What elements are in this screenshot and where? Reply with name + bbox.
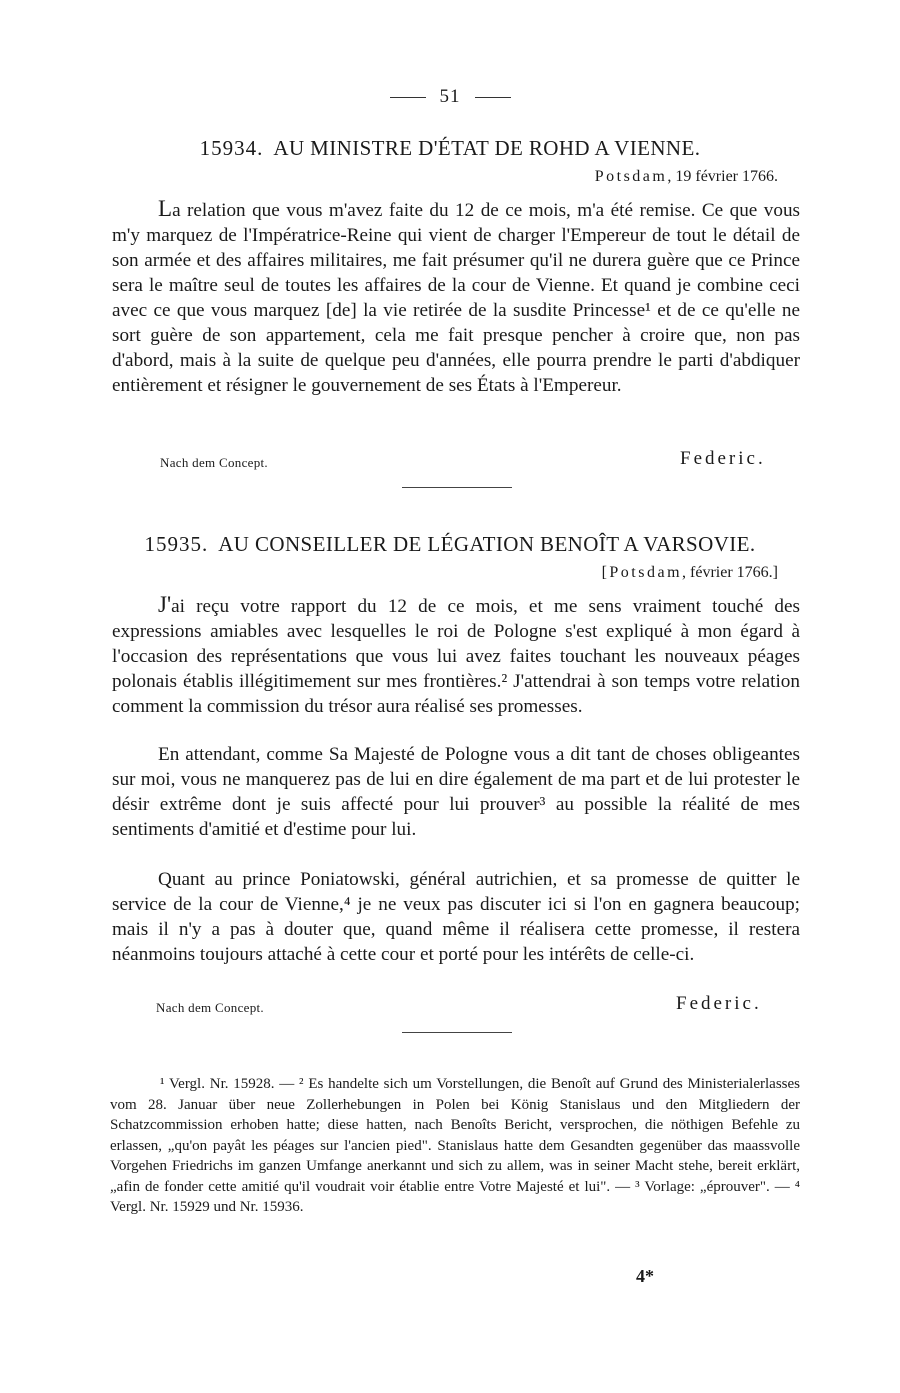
date-place: Potsdam <box>594 168 668 185</box>
footnotes: ¹ Vergl. Nr. 15928. — ² Es handelte sich um Vorstellungen, die Benoît auf Grund des Ministerialerlasses vom 28. Januar über neue Zollerhebungen in Polen bei König Stanislaus und den Mitgliedern der Schatzcommission erhoben hatte; diese hatten, nach Benoîts Bericht, versprochen, die nöthigen Befehle zu erlassen, „qu'on payât les péages sur l'ancien pied". Stanislaus hatte dem Gesandten gegenüber das maassvolle Vorgehen Friedrichs im ganzen Umfange anerkannt und sich zu allem, was in seiner Macht stehe, bereit erklärt, „afin de fonder cette amitié qu'il voudrait voir établie entre Votre Majesté et lui". — ³ Vorlage: „éprouver". — ⁴ Vergl. Nr. 15929 und Nr. 15936. <box>110 1076 800 1215</box>
printer-signature-mark: 4* <box>636 1266 654 1286</box>
date-text: , 19 février 1766. <box>667 168 778 185</box>
letter-dateline <box>595 168 778 186</box>
date-place: [Potsdam <box>601 564 683 581</box>
letter-dateline <box>602 564 778 582</box>
letter-heading <box>0 136 900 161</box>
page-number-dash-right <box>475 97 511 98</box>
letter-title: AU CONSEILLER DE LÉGATION BENOÎT A VARSOVIE. <box>218 532 756 556</box>
source-note: Nach dem Concept. <box>160 455 268 470</box>
source-note: Nach dem Concept. <box>156 1000 264 1015</box>
section-divider <box>402 487 512 488</box>
letter-paragraph: Quant au prince Poniatowski, général autrichien, et sa promesse de quitter le service de la cour de Vienne,⁴ je ne veux pas discuter ici si l'on en gagnera beaucoup; mais il n'y a pas à douter que, quand même il réalisera cette promesse, il restera néanmoins toujours attaché à cette cour et porté pour les intérêts de celle-ci. <box>112 869 800 965</box>
letter-number: 15934. <box>199 136 264 160</box>
letter-paragraph: En attendant, comme Sa Majesté de Pologne vous a dit tant de choses obligeantes sur moi, vous ne manquerez pas de lui en dire également de ma part et de lui protester le désir extrême dont je suis affecté pour lui prouver³ au possible la réalité de mes sentiments d'amitié et d'estime pour lui. <box>112 744 800 840</box>
signature: Federic. <box>680 448 766 469</box>
letter-heading <box>0 532 900 557</box>
page-number-line <box>0 86 900 108</box>
page-number-dash-left <box>390 97 426 98</box>
section-divider <box>402 1032 512 1033</box>
letter-paragraph: J'ai reçu votre rapport du 12 de ce mois, et me sens vraiment touché des expressions amiables avec lesquelles le roi de Pologne s'est expliqué à mon égard à l'occasion des représentations que vous lui avez faites touchant les nouveaux péages polonais établis illégitimement sur mes frontières.² J'attendrai à son temps votre relation comment la commission du trésor aura réalisé ses promesses. <box>112 592 800 717</box>
letter-title: AU MINISTRE D'ÉTAT DE ROHD A VIENNE. <box>273 136 701 160</box>
page-number: 51 <box>439 86 461 107</box>
signature: Federic. <box>676 993 762 1014</box>
letter-paragraph: La relation que vous m'avez faite du 12 de ce mois, m'a été remise. Ce que vous m'y marquez de l'Impératrice-Reine qui vient de charger l'Empereur de tout le détail de son armée et des affaires militaires, me fait présumer qu'il ne durera guère que ce Prince sera le maître seul de toutes les affaires de la cour de Vienne. Et quand je combine ceci avec ce que vous marquez [de] la vie retirée de la susdite Princesse¹ et de ce qu'elle ne sort guère de son appartement, cela me fait presque pencher à croire que, non pas d'abord, mais à la suite de quelque peu d'années, elle pourra prendre le parti d'abdiquer entièrement et résigner le gouvernement de ses États à l'Empereur. <box>112 196 800 396</box>
date-text: , février 1766.] <box>682 564 778 581</box>
letter-number: 15935. <box>144 532 209 556</box>
